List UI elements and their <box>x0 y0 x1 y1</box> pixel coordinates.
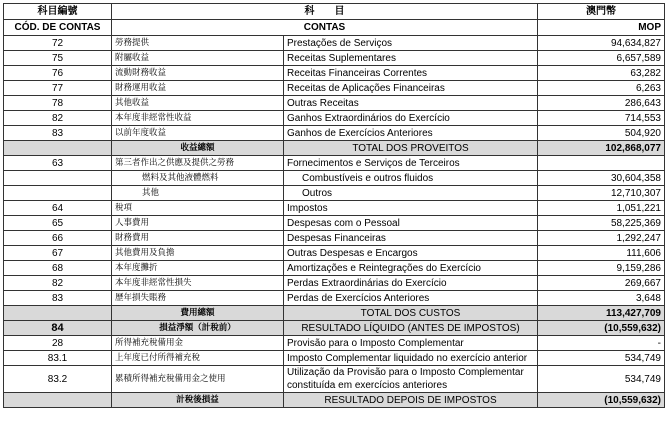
account-code-cell: 77 <box>4 81 112 96</box>
account-name-zh-cell: 本年度非經常性損失 <box>112 276 284 291</box>
account-code-cell: 28 <box>4 336 112 351</box>
table-row <box>4 231 665 246</box>
header-code-zh: 科目編號 <box>4 4 112 20</box>
amount-cell: 1,051,221 <box>538 201 665 216</box>
table-row <box>4 366 665 393</box>
account-name-pt-cell: Outros <box>284 186 538 201</box>
account-code-cell: 83.2 <box>4 366 112 393</box>
account-name-zh-cell: 勞務提供 <box>112 36 284 51</box>
income-statement-table <box>3 3 665 408</box>
amount-cell: (10,559,632) <box>538 393 665 408</box>
total-row <box>4 141 665 156</box>
account-name-pt-cell: Outras Receitas <box>284 96 538 111</box>
account-code-cell: 68 <box>4 261 112 276</box>
account-name-zh-cell: 所得補充稅備用金 <box>112 336 284 351</box>
account-code-cell <box>4 171 112 186</box>
table-row <box>4 201 665 216</box>
amount-cell: 58,225,369 <box>538 216 665 231</box>
account-code-cell <box>4 186 112 201</box>
account-name-pt-cell: Despesas com o Pessoal <box>284 216 538 231</box>
total-row <box>4 393 665 408</box>
account-name-zh-cell: 稅項 <box>112 201 284 216</box>
amount-cell: (10,559,632) <box>538 321 665 336</box>
amount-cell: - <box>538 336 665 351</box>
account-name-pt-cell: TOTAL DOS CUSTOS <box>284 306 538 321</box>
account-name-pt-cell: Fornecimentos e Serviços de Terceiros <box>284 156 538 171</box>
account-name-zh-cell: 其他費用及負擔 <box>112 246 284 261</box>
table-row <box>4 51 665 66</box>
account-name-pt-cell: Despesas Financeiras <box>284 231 538 246</box>
total-row <box>4 306 665 321</box>
account-code-cell <box>4 306 112 321</box>
account-name-pt-cell: Receitas Financeiras Correntes <box>284 66 538 81</box>
account-name-zh-cell: 本年度攤折 <box>112 261 284 276</box>
table-row <box>4 81 665 96</box>
amount-cell: 113,427,709 <box>538 306 665 321</box>
account-name-zh-cell: 以前年度收益 <box>112 126 284 141</box>
account-code-cell: 63 <box>4 156 112 171</box>
account-name-pt-cell: Combustíveis e outros fluidos <box>284 171 538 186</box>
table-row <box>4 261 665 276</box>
account-name-pt-cell: Receitas de Aplicações Financeiras <box>284 81 538 96</box>
amount-cell: 30,604,358 <box>538 171 665 186</box>
amount-cell: 286,643 <box>538 96 665 111</box>
amount-cell: 534,749 <box>538 366 665 393</box>
amount-cell: 111,606 <box>538 246 665 261</box>
table-row <box>4 186 665 201</box>
amount-cell: 534,749 <box>538 351 665 366</box>
account-name-zh-cell: 財務運用收益 <box>112 81 284 96</box>
account-code-cell <box>4 393 112 408</box>
account-name-pt-cell: Perdas Extraordinárias do Exercício <box>284 276 538 291</box>
account-code-cell: 67 <box>4 246 112 261</box>
account-name-zh-cell: 其他收益 <box>112 96 284 111</box>
account-code-cell: 84 <box>4 321 112 336</box>
account-name-zh-cell: 財務費用 <box>112 231 284 246</box>
account-name-pt-cell: Provisão para o Imposto Complementar <box>284 336 538 351</box>
account-code-cell: 83.1 <box>4 351 112 366</box>
account-code-cell: 83 <box>4 126 112 141</box>
total-row <box>4 321 665 336</box>
account-code-cell: 75 <box>4 51 112 66</box>
account-name-pt-cell: RESULTADO LÍQUIDO (ANTES DE IMPOSTOS) <box>284 321 538 336</box>
account-name-pt-cell: RESULTADO DEPOIS DE IMPOSTOS <box>284 393 538 408</box>
account-code-cell: 83 <box>4 291 112 306</box>
account-code-cell: 72 <box>4 36 112 51</box>
amount-cell: 504,920 <box>538 126 665 141</box>
account-name-pt-cell: Utilização da Provisão para o Imposto Complementar constituída em exercícios anteriores <box>284 366 538 393</box>
table-row <box>4 246 665 261</box>
account-name-pt-cell: Outras Despesas e Encargos <box>284 246 538 261</box>
table-row <box>4 171 665 186</box>
account-name-zh-cell: 費用總額 <box>112 306 284 321</box>
account-code-cell <box>4 141 112 156</box>
header-account-zh: 科 目 <box>112 4 538 20</box>
account-name-zh-cell: 人事費用 <box>112 216 284 231</box>
amount-cell: 12,710,307 <box>538 186 665 201</box>
account-name-pt-cell: TOTAL DOS PROVEITOS <box>284 141 538 156</box>
header-currency-zh: 澳門幣 <box>538 4 665 20</box>
account-name-zh-cell: 其他 <box>112 186 284 201</box>
account-name-zh-cell: 流動財務收益 <box>112 66 284 81</box>
amount-cell: 1,292,247 <box>538 231 665 246</box>
account-name-zh-cell: 計稅後損益 <box>112 393 284 408</box>
table-row <box>4 156 665 171</box>
table-row <box>4 126 665 141</box>
account-name-zh-cell: 附屬收益 <box>112 51 284 66</box>
table-row <box>4 351 665 366</box>
account-name-zh-cell: 上年度已付所得補充稅 <box>112 351 284 366</box>
account-name-zh-cell: 收益總額 <box>112 141 284 156</box>
account-name-zh-cell: 第三者作出之供應及提供之勞務 <box>112 156 284 171</box>
account-name-pt-cell: Receitas Suplementares <box>284 51 538 66</box>
amount-cell: 3,648 <box>538 291 665 306</box>
account-name-zh-cell: 累積所得補充稅備用金之使用 <box>112 366 284 393</box>
account-name-zh-cell: 本年度非經常性收益 <box>112 111 284 126</box>
account-name-pt-cell: Impostos <box>284 201 538 216</box>
amount-cell: 269,667 <box>538 276 665 291</box>
table-row <box>4 216 665 231</box>
header-currency-pt: MOP <box>538 20 665 36</box>
account-name-pt-cell: Imposto Complementar liquidado no exercício anterior <box>284 351 538 366</box>
account-name-pt-cell: Amortizações e Reintegrações do Exercício <box>284 261 538 276</box>
account-code-cell: 76 <box>4 66 112 81</box>
amount-cell: 9,159,286 <box>538 261 665 276</box>
amount-cell <box>538 156 665 171</box>
account-name-zh-cell: 歷年損失賬務 <box>112 291 284 306</box>
account-name-zh-cell: 損益淨額（計稅前） <box>112 321 284 336</box>
table-row <box>4 96 665 111</box>
table-row <box>4 66 665 81</box>
account-code-cell: 64 <box>4 201 112 216</box>
account-code-cell: 82 <box>4 111 112 126</box>
amount-cell: 63,282 <box>538 66 665 81</box>
header-code-pt: CÓD. DE CONTAS <box>4 20 112 36</box>
account-name-pt-cell: Ganhos Extraordinários do Exercício <box>284 111 538 126</box>
account-name-pt-cell: Prestações de Serviços <box>284 36 538 51</box>
table-row <box>4 336 665 351</box>
account-code-cell: 78 <box>4 96 112 111</box>
account-name-zh-cell: 燃料及其他液體燃料 <box>112 171 284 186</box>
table-row <box>4 276 665 291</box>
amount-cell: 102,868,077 <box>538 141 665 156</box>
table-row <box>4 36 665 51</box>
table-row <box>4 291 665 306</box>
account-code-cell: 66 <box>4 231 112 246</box>
amount-cell: 94,634,827 <box>538 36 665 51</box>
header-account-pt: CONTAS <box>112 20 538 36</box>
amount-cell: 6,657,589 <box>538 51 665 66</box>
table-row <box>4 111 665 126</box>
account-code-cell: 65 <box>4 216 112 231</box>
amount-cell: 6,263 <box>538 81 665 96</box>
amount-cell: 714,553 <box>538 111 665 126</box>
account-code-cell: 82 <box>4 276 112 291</box>
account-name-pt-cell: Ganhos de Exercícios Anteriores <box>284 126 538 141</box>
account-name-pt-cell: Perdas de Exercícios Anteriores <box>284 291 538 306</box>
